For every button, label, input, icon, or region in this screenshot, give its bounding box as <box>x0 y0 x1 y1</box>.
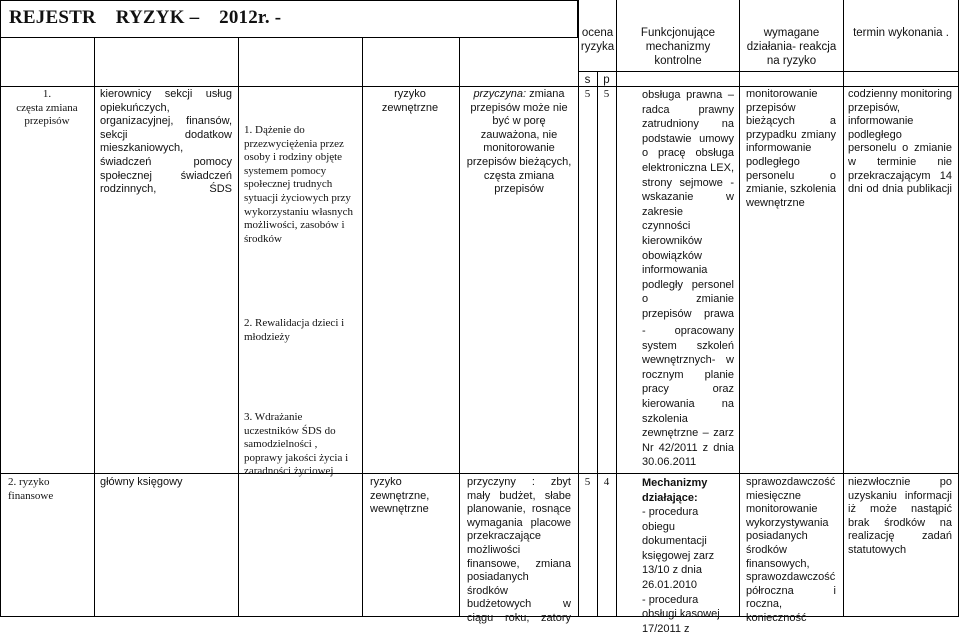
col-line <box>597 71 598 617</box>
risk-type: ryzyko zewnętrzne, wewnętrzne <box>370 476 430 516</box>
header-line <box>578 71 959 72</box>
goal-item: 3. Wdrażanie uczestników ŚDS do samodzielności , poprawy jakości życia i zaradności życiowej <box>244 411 349 478</box>
goal-item: 2. Rewalidacja dzieci i młodzieży <box>244 317 345 343</box>
control-mechanisms-training: - opracowany system szkoleń wewnętrznych- w rocznym planie pracy oraz kierowania na szkolenia zewnętrzne – zarz Nr 42/2011 z dnia 30.06.2011 <box>642 325 734 469</box>
col-line <box>843 0 844 617</box>
col-line <box>616 0 617 617</box>
control-mechanisms: - procedura obiegu dokumentacji księgowej zarz 13/10 z dnia 26.01.2010 - procedura obsługi kasowej 17/2011 z <box>642 506 720 635</box>
risk-cause <box>465 88 573 197</box>
col-line <box>739 0 740 617</box>
risk-name: 2. ryzyko finansowe <box>8 476 54 502</box>
severity-value: 5 <box>584 476 591 488</box>
row-divider <box>0 473 959 474</box>
required-actions: monitorowanie przepisów bieżących a przypadku zmiany informowanie podległego personelu o zmianie, szkolenia wewnętrzne <box>746 88 836 209</box>
deadline: niezwłocznie po uzyskaniu informacji iż może nastąpić brak środków na realizację zadań statutowych <box>848 476 952 556</box>
cause-label: przyczyna: <box>473 88 527 100</box>
severity-value: 5 <box>584 88 591 100</box>
page-title: REJESTR RYZYK – 2012r. - <box>9 7 282 28</box>
deadline: codzienny monitoring przepisów, informowanie podległego personelu o zmianie w terminie nie przekraczającym 14 dni od dnia publikacji <box>848 88 952 196</box>
risk-owners: główny księgowy <box>100 476 183 488</box>
cause-text: zmiana przepisów może nie być w porę zauważona, nie monitorowanie przepisów bieżących, częsta zmiana przepisów <box>466 88 572 196</box>
subheader-line <box>0 86 959 87</box>
title-box <box>0 0 578 38</box>
control-mechanisms: obsługa prawna – radca prawny zatrudniony na podstawie umowy o pracę obsługa elektroniczna LEX, strony sejmowe - wskazanie w zakresie czynności kierowników obowiązków informowania podległy personel o zmianie przepisów prawa <box>642 89 734 320</box>
col-line <box>238 38 239 617</box>
header-s: s <box>584 74 591 86</box>
col-line <box>459 38 460 617</box>
probability-value: 4 <box>603 476 610 488</box>
risk-name: 1. częsta zmiana przepisów <box>16 88 78 128</box>
col-line <box>362 38 363 617</box>
header-wymagane: wymagane działania- reakcja na ryzyko <box>746 27 837 67</box>
required-actions: sprawozdawczość miesięczne monitorowanie wykorzystywania posiadanych środków finansowych, sprawozdawczość półroczna i roczna, konieczność <box>746 476 836 624</box>
header-p: p <box>603 74 610 86</box>
col-line <box>94 38 95 617</box>
risk-cause: przyczyny : zbyt mały budżet, słabe planowanie, rosnące wymagania placowe przekraczające możliwości finansowe, zmiana posiadanych środków budżetowych w ciągu roku, zatory <box>467 476 571 624</box>
header-termin: termin wykonania . <box>853 27 949 39</box>
header-ocena: ocena ryzyka <box>580 27 615 53</box>
goal-item: 1. Dążenie do przezwyciężenia przez osoby i rodziny objęte systemem pomocy społecznej trudnych sytuacji życiowych przy wykorzystaniu własnych możliwości, zasobów i środków <box>244 124 354 245</box>
header-mechanizmy: Funkcjonujące mechanizmy kontrolne <box>640 27 716 67</box>
risk-type: ryzyko zewnętrzne <box>381 88 439 114</box>
probability-value: 5 <box>603 88 610 100</box>
risk-owners: kierownicy sekcji usług opiekuńczych, organizacyjnej, finansów, sekcji dodatkow mieszkaniowych, świadczeń pomocy społecznej świadczeń rodzinnych, ŚDS <box>100 88 232 196</box>
mechanisms-title: Mechanizmy działające: <box>642 477 708 504</box>
col-line <box>0 0 1 617</box>
